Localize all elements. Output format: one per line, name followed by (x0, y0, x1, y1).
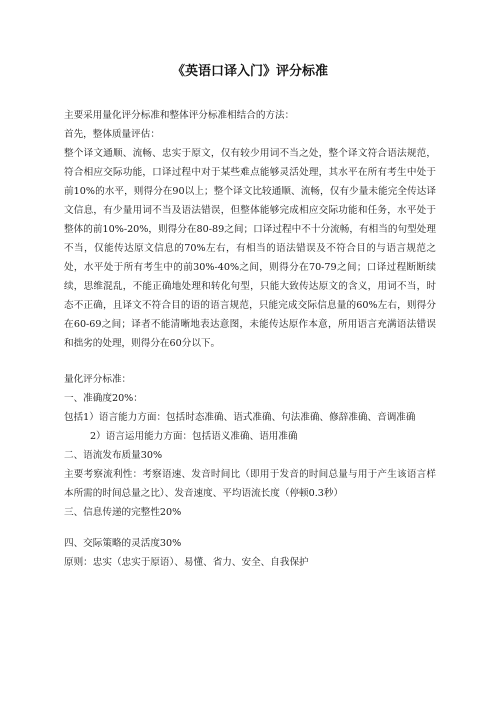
quant-heading: 量化评分标准： (64, 374, 132, 385)
item2-body: 主要考察流利性：考察语速、发音时间比（即用于发音的时间总量与用于产生该语言样本所需的时间总量之比）、发音速度、平均语流长度（停顿0.3秒） (64, 469, 436, 499)
section-gap (64, 353, 436, 370)
section-gap (64, 522, 436, 534)
item2-heading: 二、语流发布质量30% (64, 450, 163, 461)
item4-body: 原则：忠实（忠实于原语）、易懂、省力、安全、自我保护 (64, 557, 309, 568)
item1-sub2: 2）语言运用能力方面：包括语义准确、语用准确 (90, 431, 298, 442)
item1-sub1: 包括1）语言能力方面：包括时态准确、语式准确、句法准确、修辞准确、音调准确 (64, 412, 416, 423)
document-title: 《英语口译入门》评分标准 (171, 64, 328, 79)
intro-paragraph: 主要采用量化评分标准和整体评分标准相结合的方法： (64, 110, 295, 121)
overall-heading: 首先，整体质量评估： (64, 129, 160, 140)
item4-heading: 四、交际策略的灵活度30% (64, 538, 182, 549)
overall-body-paragraph: 整个译文通顺、流畅、忠实于原文，仅有较少用词不当之处，整个译文符合语法规范，符合相应交际功能，口译过程中对于某些难点能够灵活处理，其水平在所有考生中处于前10%的水平，则得分在90以上；整个译文比较通顺、流畅，仅有少量未能完全传达译文信息，有少量用词不当及语法错误，但整体能够完成相应交际功能和任务，水平处于整体的前10%-20%，则得分在80-89之间；口译过程中不十分流畅，有相当的句型处理不当，仅能传达原文信息的70%左右，有相当的语法错误及不符合目的与语言规范之处，水平处于所有考生中的前30%-40%之间，则得分在70-79之间；口译过程断断续续，思维混乱，不能正确地处理和转化句型，只能大致传达原文的含义，用词不当，时态不正确，且译文不符合目的语的语言规范，只能完成交际信息量的60%左右，则得分在60-69之间；译者不能清晰地表达意图，未能传达原作本意，所用语言充满语法错误和拙劣的处理，则得分在60分以下。 (64, 148, 436, 349)
item1-heading: 一、准确度20%： (64, 393, 143, 404)
item3-heading: 三、信息传递的完整性20% (64, 507, 182, 518)
